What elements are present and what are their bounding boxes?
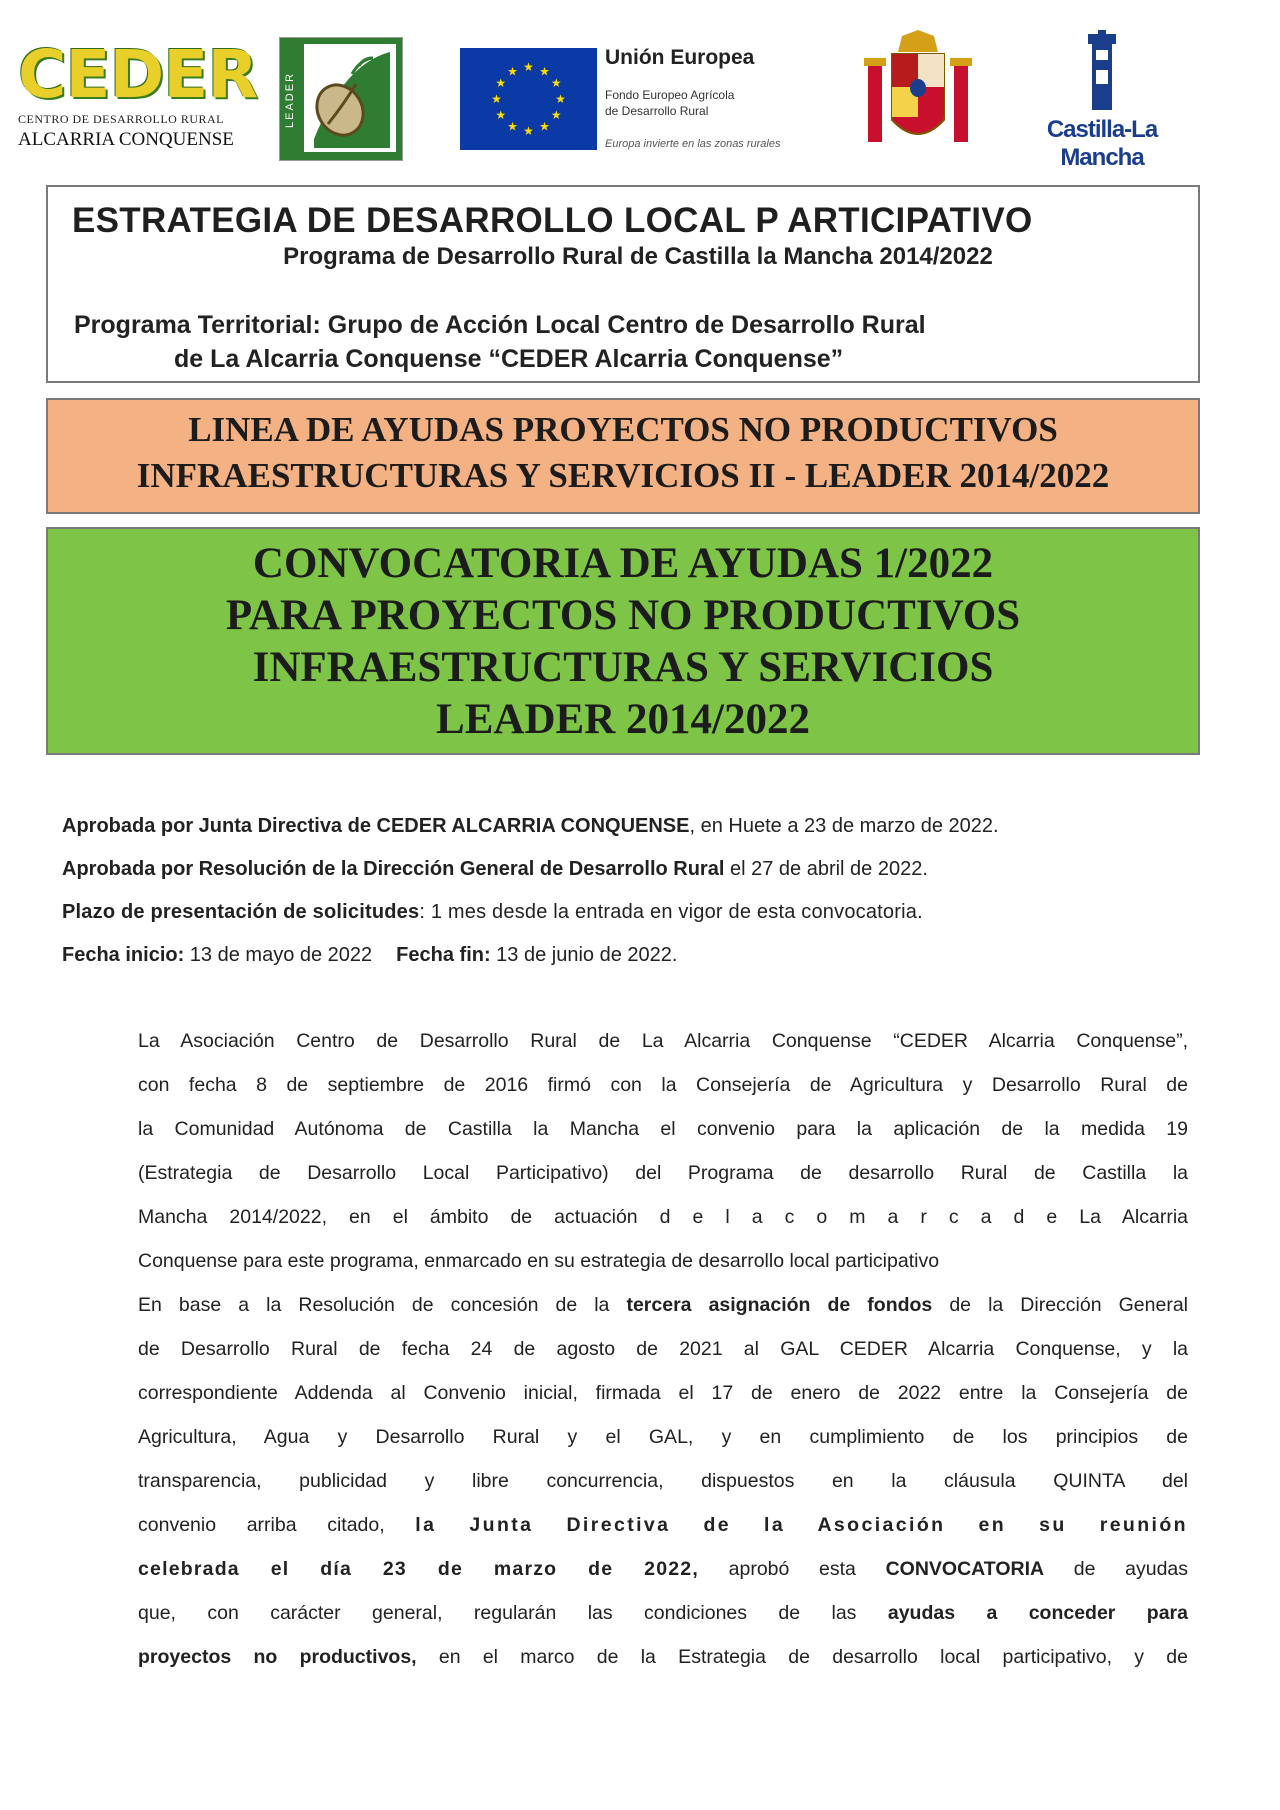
start-date-value: 13 de mayo de 2022 <box>184 944 373 966</box>
submission-period-value: : 1 mes desde la entrada en vigor de esta convocatoria. <box>419 901 923 923</box>
leader-logo-emblem <box>304 44 396 152</box>
submission-period-line <box>62 901 923 924</box>
text-run: En base a la Resolución de concesión de la <box>138 1294 627 1316</box>
convocatoria-line: CONVOCATORIA DE AYUDAS 1/2022 <box>252 540 994 587</box>
paragraph-line: de Desarrollo Rural de fecha 24 de agosto de 2021 al GAL CEDER Alcarria Conquense, y la <box>138 1338 1188 1360</box>
convocatoria-line: LEADER 2014/2022 <box>436 696 810 743</box>
eu-star-icon: ★ <box>539 64 550 79</box>
text-run-bold: proyectos no productivos, <box>138 1646 417 1668</box>
approval-junta-line <box>62 815 999 838</box>
text-run-bold: la Junta Directiva de la Asociación en su reunión <box>415 1514 1188 1536</box>
text-run: en el marco de la Estrategia de desarrollo local participativo, y de <box>416 1646 1188 1668</box>
eu-slogan: Europa invierte en las zonas rurales <box>605 138 781 150</box>
paragraph-line <box>138 1602 1188 1632</box>
text-run: de ayudas <box>1044 1558 1189 1580</box>
text-run-bold: CONVOCATORIA <box>885 1558 1045 1580</box>
eu-star-icon: ★ <box>495 108 507 122</box>
ceder-logo-subtitle: CENTRO DE DESARROLLO RURAL <box>18 112 225 126</box>
paragraph-line: Mancha 2014/2022, en el ámbito de actuación d e l a c o m a r c a d e La Alcarria <box>138 1206 1188 1228</box>
paragraph-line: Conquense para este programa, enmarcado en su estrategia de desarrollo local participativo <box>138 1250 940 1272</box>
approval-junta-date: , en Huete a 23 de marzo de 2022. <box>689 815 999 837</box>
approval-resolution-label: Aprobada por Resolución de la Dirección General de Desarrollo Rural <box>62 858 725 880</box>
eu-star-icon: ★ <box>507 64 518 79</box>
paragraph-line: correspondiente Addenda al Convenio inicial, firmada el 17 de enero de 2022 entre la Consejería de <box>138 1382 1188 1404</box>
eu-title: Unión Europea <box>605 46 755 69</box>
logo-bar <box>0 0 1280 175</box>
strategy-title: ESTRATEGIA DE DESARROLLO LOCAL P ARTICIPATIVO <box>72 201 1033 240</box>
eu-star-icon: ★ <box>550 108 562 122</box>
ceder-logo <box>18 36 258 162</box>
leader-logo <box>279 37 403 161</box>
paragraph-line: con fecha 8 de septiembre de 2016 firmó con la Consejería de Agricultura y Desarrollo Rural de <box>138 1074 1188 1096</box>
paragraph-line <box>138 1294 1188 1324</box>
leaf-icon <box>304 44 396 152</box>
spain-coat-of-arms-icon <box>862 30 974 158</box>
paragraph-line: Agricultura, Agua y Desarrollo Rural y el GAL, y en cumplimiento de los principios de <box>138 1426 1188 1448</box>
paragraph-line: La Asociación Centro de Desarrollo Rural de La Alcarria Conquense “CEDER Alcarria Conquense”, <box>138 1030 1188 1052</box>
text-run: convenio arriba citado, <box>138 1514 416 1536</box>
ceder-logo-name: CEDER <box>18 36 258 113</box>
strategy-header-box <box>46 185 1200 383</box>
eu-logo <box>460 42 830 152</box>
paragraph-line <box>138 1558 1188 1588</box>
eu-fund-line1: Fondo Europeo Agrícola <box>605 88 735 102</box>
eu-star-icon: ★ <box>523 124 534 138</box>
eu-star-icon: ★ <box>539 119 550 134</box>
eu-star-icon: ★ <box>495 76 507 90</box>
leader-logo-label: LEADER <box>284 71 296 129</box>
paragraph-line <box>138 1646 1188 1676</box>
aid-line-title-2: INFRAESTRUCTURAS Y SERVICIOS II - LEADER 2014/2022 <box>136 456 1110 495</box>
text-run-bold: ayudas a conceder para <box>887 1602 1188 1624</box>
end-date-value: 13 de junio de 2022. <box>490 944 678 966</box>
ceder-logo-region: ALCARRIA CONQUENSE <box>18 129 234 150</box>
paragraph-line: la Comunidad Autónoma de Castilla la Mancha el convenio para la aplicación de la medida 19 <box>138 1118 1188 1140</box>
end-date-label: Fecha fin: <box>396 944 491 966</box>
dates-line <box>62 944 677 967</box>
approval-junta-label: Aprobada por Junta Directiva de CEDER ALCARRIA CONQUENSE <box>62 815 690 837</box>
aid-line-title-1: LINEA DE AYUDAS PROYECTOS NO PRODUCTIVOS <box>188 410 1058 449</box>
submission-period-label: Plazo de presentación de solicitudes <box>62 901 420 923</box>
approval-resolution-date: el 27 de abril de 2022. <box>724 858 928 880</box>
text-run: aprobó esta <box>698 1558 886 1580</box>
start-date-label: Fecha inicio: <box>62 944 185 966</box>
convocatoria-box <box>46 527 1200 755</box>
paragraph-line <box>138 1514 1188 1544</box>
text-run: que, con carácter general, regularán las condiciones de las <box>138 1602 888 1624</box>
paragraph-line: (Estrategia de Desarrollo Local Participativo) del Programa de desarrollo Rural de Castilla la <box>138 1162 1188 1184</box>
clm-logo-name: Castilla-La Mancha <box>1046 116 1158 171</box>
aid-line-box <box>46 398 1200 514</box>
eu-star-icon: ★ <box>507 119 518 134</box>
territorial-program-line1: Programa Territorial: Grupo de Acción Local Centro de Desarrollo Rural <box>74 311 926 339</box>
convocatoria-line: PARA PROYECTOS NO PRODUCTIVOS <box>225 592 1021 639</box>
strategy-subtitle: Programa de Desarrollo Rural de Castilla la Mancha 2014/2022 <box>283 243 993 270</box>
eu-fund-line2: de Desarrollo Rural <box>605 104 709 118</box>
text-run-bold: tercera asignación de fondos <box>626 1294 933 1316</box>
territorial-program-line2: de La Alcarria Conquense “CEDER Alcarria Conquense” <box>174 345 844 373</box>
paragraph-line: transparencia, publicidad y libre concurrencia, dispuestos en la cláusula QUINTA del <box>138 1470 1188 1492</box>
text-run-bold: celebrada el día 23 de marzo de 2022, <box>138 1558 699 1580</box>
approval-resolution-line <box>62 858 928 881</box>
eu-star-icon: ★ <box>550 76 562 90</box>
convocatoria-line: INFRAESTRUCTURAS Y SERVICIOS <box>252 644 994 691</box>
eu-star-icon: ★ <box>555 92 566 106</box>
eu-star-icon: ★ <box>491 92 502 106</box>
eu-star-icon: ★ <box>523 60 534 74</box>
castilla-la-mancha-logo <box>1012 30 1192 171</box>
eu-flag-icon <box>460 48 597 150</box>
castle-icon <box>1012 30 1192 114</box>
text-run: de la Dirección General <box>932 1294 1189 1316</box>
